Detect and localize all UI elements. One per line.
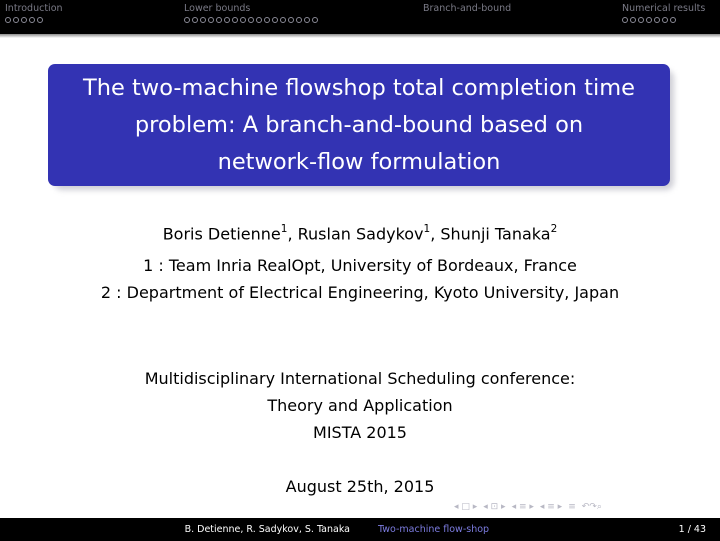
conference-name: Multidisciplinary International Scheduling conference: [144, 369, 576, 388]
nav-subsection-icon[interactable]: ◂ ≡ ▸ [511, 502, 534, 512]
author-name: , Shunji Tanaka [430, 224, 551, 244]
section-navigation-bar [0, 0, 720, 34]
slide-dot[interactable] [670, 17, 676, 23]
slide-dot[interactable] [232, 17, 238, 23]
nav-slide-dots [184, 17, 318, 23]
slide-dot[interactable] [248, 17, 254, 23]
slide-dot[interactable] [654, 17, 660, 23]
nav-slide-dots [5, 17, 43, 23]
slide-dot[interactable] [622, 17, 628, 23]
nav-section-label[interactable]: Branch-and-bound [423, 3, 512, 14]
slide-dot[interactable] [646, 17, 652, 23]
nav-frame-icon[interactable]: ◂ ⊡ ▸ [483, 502, 506, 512]
slide-dot[interactable] [240, 17, 246, 23]
footer-authors: B. Detienne, R. Sadykov, S. Tanaka [0, 518, 360, 541]
navbar-shadow [0, 34, 720, 38]
slide-title-block [48, 64, 670, 186]
slide-dot[interactable] [29, 17, 35, 23]
slide-dot[interactable] [662, 17, 668, 23]
nav-align-icon[interactable]: ≡ [568, 502, 576, 512]
slide-dot[interactable] [37, 17, 43, 23]
slide-dot[interactable] [184, 17, 190, 23]
presentation-date: August 25th, 2015 [285, 477, 435, 496]
slide-dot[interactable] [13, 17, 19, 23]
slide-dot[interactable] [264, 17, 270, 23]
slide-dot[interactable] [288, 17, 294, 23]
slide-dot[interactable] [312, 17, 318, 23]
title-line: problem: A branch-and-bound based on [134, 111, 584, 138]
slide-footer [0, 518, 720, 541]
slide-dot[interactable] [280, 17, 286, 23]
author-list [0, 224, 720, 243]
affiliation-line: 2 : Department of Electrical Engineering, Kyoto University, Japan [100, 283, 620, 302]
nav-section-label[interactable]: Numerical results [622, 3, 706, 14]
conference-edition: MISTA 2015 [313, 423, 407, 442]
nav-section-label[interactable]: Introduction [5, 3, 63, 14]
beamer-navigation-symbols [454, 502, 602, 512]
nav-prev-icon[interactable]: ◂ □ ▸ [454, 502, 478, 512]
slide-dot[interactable] [208, 17, 214, 23]
footer-page-number: 1 / 43 [678, 524, 706, 535]
affiliation-marker: 1 [423, 223, 431, 235]
nav-section-icon[interactable]: ◂ ≡ ▸ [539, 502, 563, 512]
slide-dot[interactable] [304, 17, 310, 23]
author-name: , Ruslan Sadykov [287, 224, 424, 244]
slide-dot[interactable] [272, 17, 278, 23]
affiliation-marker: 2 [550, 223, 558, 235]
slide-dot[interactable] [5, 17, 11, 23]
author-name: Boris Detienne [162, 224, 281, 244]
slide-dot[interactable] [256, 17, 262, 23]
footer-short-title: Two-machine flow-shop [378, 524, 490, 535]
affiliation-line: 1 : Team Inria RealOpt, University of Bordeaux, France [143, 256, 577, 275]
title-line: network-flow formulation [217, 148, 501, 175]
nav-section-label[interactable]: Lower bounds [184, 3, 251, 14]
title-line: The two-machine flowshop total completion time [82, 74, 635, 101]
slide-dot[interactable] [638, 17, 644, 23]
nav-search-icon[interactable]: ↶↷⌕ [581, 502, 602, 512]
slide-dot[interactable] [224, 17, 230, 23]
footer-title-bar [360, 518, 720, 541]
slide-dot[interactable] [296, 17, 302, 23]
slide-dot[interactable] [21, 17, 27, 23]
slide-dot[interactable] [216, 17, 222, 23]
slide-dot[interactable] [200, 17, 206, 23]
nav-slide-dots [622, 17, 676, 23]
slide-dot[interactable] [192, 17, 198, 23]
slide-dot[interactable] [630, 17, 636, 23]
conference-subtitle: Theory and Application [267, 396, 453, 415]
affiliation-marker: 1 [280, 223, 288, 235]
